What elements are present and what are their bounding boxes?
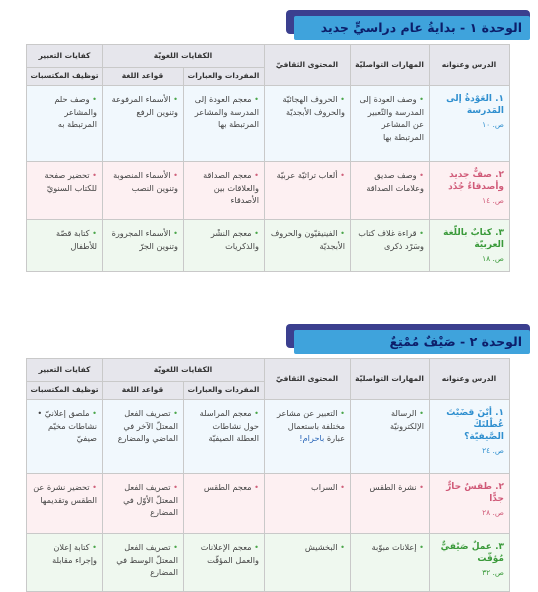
cell-grammar: الأسماء المنصوبة وتنوين النصب xyxy=(113,170,178,193)
lesson-title: ٣. عملٌ صَيْفيٌّ مُؤقّت xyxy=(440,542,504,564)
cell-applying: كتابة إعلان وإجراء مقابلة xyxy=(52,542,97,565)
lesson-page: ص. ١٤ xyxy=(482,196,504,205)
cell-grammar: تصريف الفعل المعتلّ الآخر في الماضي والمضارع xyxy=(117,408,178,443)
table-row: ٢. طقسٌ حارٌّ جدًّا ص. ٢٨ • نشرة الطقس • السراب • معجم الطقس • تصريف الفعل المعتلّ الأوّل في المضارع • تحضير نشرة عن الطقس وتقديمها xyxy=(27,473,509,533)
cell-applying: تحضير صفحة للكتاب السنويّ xyxy=(44,170,97,193)
cell-vocab: معجم النشْر والذكريات xyxy=(210,228,259,251)
header-vocab: المفردات والعبارات xyxy=(183,67,264,85)
cell-cultural: الحروف الهجائيّة والحروف الأبجديّة xyxy=(282,94,345,117)
unit-title-banner xyxy=(286,10,530,40)
lesson-title: ٢. صفٌّ جديد وأصدقاءُ جُدُد xyxy=(448,170,504,192)
table-row: ٣. عملٌ صَيْفيٌّ مُؤقّت ص. ٣٢ • إعلانات مبوّبة • البخشيش • معجم الإعلانات والعمل المؤقّت • تصريف الفعل المعتلّ الوسط في المضارع • كتابة إعلان وإجراء مقابلة xyxy=(27,533,509,591)
cell-communicative: نشرة الطقس xyxy=(369,482,417,492)
lesson-title: ١. العَوْدةُ إلى المَدرسة xyxy=(446,94,504,116)
header-grammar: قواعد اللغة xyxy=(102,67,183,85)
header-applying: توظيف المكتسبات xyxy=(27,67,102,85)
lesson-page: ص. ٢٨ xyxy=(482,508,504,517)
lesson-page: ص. ١٨ xyxy=(482,254,504,263)
unit-title-banner xyxy=(286,324,530,354)
cell-applying: ملصق إعلانيّ • نشاطات مخيّم صيفيّ xyxy=(37,408,97,443)
cell-vocab: معجم الإعلانات والعمل المؤقّت xyxy=(200,542,259,565)
header-linguistic: الكفايات اللغويّة xyxy=(102,359,264,381)
cell-cultural: البخشيش xyxy=(304,542,338,552)
cell-communicative: وصف صديق وعلامات الصداقة xyxy=(366,170,424,193)
lesson-page: ص. ١٠ xyxy=(482,120,504,129)
cell-grammar: الأسماء المجرورة وتنوين الجرّ xyxy=(111,228,178,251)
unit-title: الوحدة ١ - بدايةُ عام دراسيٍّ جديد xyxy=(294,16,530,40)
cell-grammar: الأسماء المرفوعة وتنوين الرفع xyxy=(111,94,178,117)
header-expression: كفايات التعبير xyxy=(27,45,102,67)
table-row: ٣. كتابٌ باللّغة العربيّة ص. ١٨ • قراءة غلاف كتاب وسَرْد ذكرى • الفينيقيّون والحروف الأبجديّة • معجم النشْر والذكريات • الأسماء المجرورة وتنوين الجرّ • كتابة قصّة للأطفال xyxy=(27,219,509,271)
cell-communicative: وصف العودة إلى المدرسة والتّعبير عن المشاعر المرتبطة بها xyxy=(359,94,424,142)
unit-table xyxy=(26,358,510,592)
unit-title: الوحدة ٢ - صَيْفٌ مُمْتِعٌ xyxy=(294,330,530,354)
header-lesson: الدرس وعنوانه xyxy=(429,359,509,399)
cell-vocab: معجم الطقس xyxy=(203,482,252,492)
cell-grammar: تصريف الفعل المعتلّ الأوّل في المضارع xyxy=(123,482,178,517)
cell-communicative: قراءة غلاف كتاب وسَرْد ذكرى xyxy=(358,228,424,251)
unit-table xyxy=(26,44,510,272)
lesson-title: ١. أيْنَ قضَيْتَ عُطْلتَكَ الصَّيفيّة؟ xyxy=(446,408,504,442)
cell-vocab: معجم العودة إلى المدرسة والمشاعر المرتبطة بها xyxy=(194,94,259,129)
header-communicative: المهارات التواصليّة xyxy=(350,45,429,85)
cell-communicative: إعلانات مبوّبة xyxy=(371,542,417,552)
lesson-page: ص. ٢٤ xyxy=(482,446,504,455)
header-applying: توظيف المكتسبات xyxy=(27,381,102,399)
cell-applying: تحضير نشرة عن الطقس وتقديمها xyxy=(33,482,97,505)
cell-vocab: معجم المراسلة حول نشاطات العطلة الصيفيّة xyxy=(199,408,259,443)
header-grammar: قواعد اللغة xyxy=(102,381,183,399)
cell-cultural: الفينيقيّون والحروف الأبجديّة xyxy=(270,228,345,251)
cell-communicative: الرسالة الإلكترونيّة xyxy=(389,408,424,431)
cell-vocab: معجم الصداقة والعلاقات بين الأصدقاء xyxy=(203,170,259,205)
lesson-page: ص. ٣٢ xyxy=(482,568,504,577)
cell-grammar: تصريف الفعل المعتلّ الوسط في المضارع xyxy=(116,542,178,577)
cell-cultural: التعبير عن مشاعر مختلفة باستعمال عبارة xyxy=(277,408,345,443)
cell-cultural-note: باحرام! xyxy=(299,433,325,443)
lesson-title: ٣. كتابٌ باللّغة العربيّة xyxy=(443,228,504,250)
header-lesson: الدرس وعنوانه xyxy=(429,45,509,85)
table-row: ١. أيْنَ قضَيْتَ عُطْلتَكَ الصَّيفيّة؟ ص. ٢٤ • الرسالة الإلكترونيّة • التعبير عن مشاعر مختلفة باستعمال عبارة باحرام! • معجم المراسلة حول نشاطات العطلة الصيفيّة • تصريف الفعل المعتلّ الآخر في الماضي والمضارع • ملصق إعلانيّ • نشاطات مخيّم صيفيّ xyxy=(27,399,509,473)
cell-cultural: ألعاب تراثيّة عربيّة xyxy=(276,170,338,180)
header-linguistic: الكفايات اللغويّة xyxy=(102,45,264,67)
table-row: ١. العَوْدةُ إلى المَدرسة ص. ١٠ • وصف العودة إلى المدرسة والتّعبير عن المشاعر المرتبطة بها • الحروف الهجائيّة والحروف الأبجديّة • معجم العودة إلى المدرسة والمشاعر المرتبطة بها • الأسماء المرفوعة وتنوين الرفع • وصف حلم والمشاعر المرتبطة به xyxy=(27,85,509,161)
table-row: ٢. صفٌّ جديد وأصدقاءُ جُدُد ص. ١٤ • وصف صديق وعلامات الصداقة • ألعاب تراثيّة عربيّة • معجم الصداقة والعلاقات بين الأصدقاء • الأسماء المنصوبة وتنوين النصب • تحضير صفحة للكتاب السنويّ xyxy=(27,161,509,219)
header-expression: كفايات التعبير xyxy=(27,359,102,381)
header-vocab: المفردات والعبارات xyxy=(183,381,264,399)
header-communicative: المهارات التواصليّة xyxy=(350,359,429,399)
header-cultural: المحتوى الثقافيّ xyxy=(264,45,350,85)
header-cultural: المحتوى الثقافيّ xyxy=(264,359,350,399)
cell-applying: وصف حلم والمشاعر المرتبطة به xyxy=(54,94,97,129)
cell-applying: كتابة قصّة للأطفال xyxy=(56,228,97,251)
lesson-title: ٢. طقسٌ حارٌّ جدًّا xyxy=(446,482,504,504)
cell-cultural: السراب xyxy=(310,482,338,492)
